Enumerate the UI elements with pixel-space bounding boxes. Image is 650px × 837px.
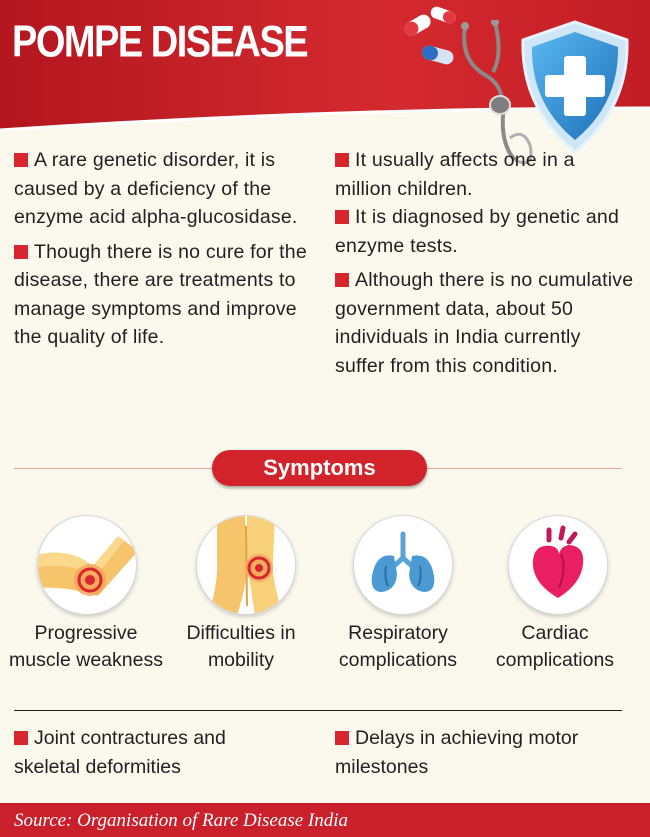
symptoms-heading: Symptoms xyxy=(212,450,427,486)
symptom-label: Cardiac complications xyxy=(495,622,615,671)
symptom-circle xyxy=(37,515,137,615)
bullet-square-icon xyxy=(14,731,28,745)
fact-item: It usually affects one in a million children. xyxy=(335,149,575,200)
footer-bar xyxy=(0,803,650,837)
header-banner xyxy=(0,0,650,150)
symptom-circle xyxy=(508,515,608,615)
source-credit: Source: Organisation of Rare Disease India xyxy=(14,810,349,831)
bullet-square-icon xyxy=(14,153,28,167)
symptom-label: Progressive muscle weakness xyxy=(9,622,163,671)
symptom-label: Difficulties in mobility xyxy=(186,622,296,671)
divider-line xyxy=(14,468,212,469)
symptom-circle xyxy=(353,515,453,615)
bullet-square-icon xyxy=(14,245,28,259)
symptom-circle xyxy=(196,515,296,615)
page-title: POMPE DISEASE xyxy=(12,17,308,68)
bullet-square-icon xyxy=(335,273,349,287)
more-symptom-item: Delays in achieving motor milestones xyxy=(335,727,579,778)
more-symptom-item: Joint contractures and skeletal deformities xyxy=(14,727,226,778)
symptom-label: Respiratory complications xyxy=(338,622,458,671)
bullet-square-icon xyxy=(335,210,349,224)
section-divider xyxy=(14,710,622,711)
facts-left-column xyxy=(14,146,314,358)
arm-pain-icon xyxy=(38,516,136,614)
bullet-square-icon xyxy=(335,731,349,745)
lungs-icon xyxy=(354,516,452,614)
fact-item: Though there is no cure for the disease, there are treatments to manage symptoms and improve the quality of life. xyxy=(14,240,307,348)
medical-shield-icon xyxy=(515,18,635,158)
bullet-square-icon xyxy=(335,153,349,167)
facts-right-column xyxy=(335,146,635,386)
heart-icon xyxy=(509,516,607,614)
fact-item: Although there is no cumulative government data, about 50 individuals in India currently suffer from this condition. xyxy=(335,269,634,377)
fact-item: A rare genetic disorder, it is caused by a deficiency of the enzyme acid alpha-glucosidase. xyxy=(14,149,298,228)
knee-pain-icon xyxy=(197,516,295,614)
divider-line xyxy=(427,468,622,469)
fact-item: It is diagnosed by genetic and enzyme tests. xyxy=(335,206,620,257)
